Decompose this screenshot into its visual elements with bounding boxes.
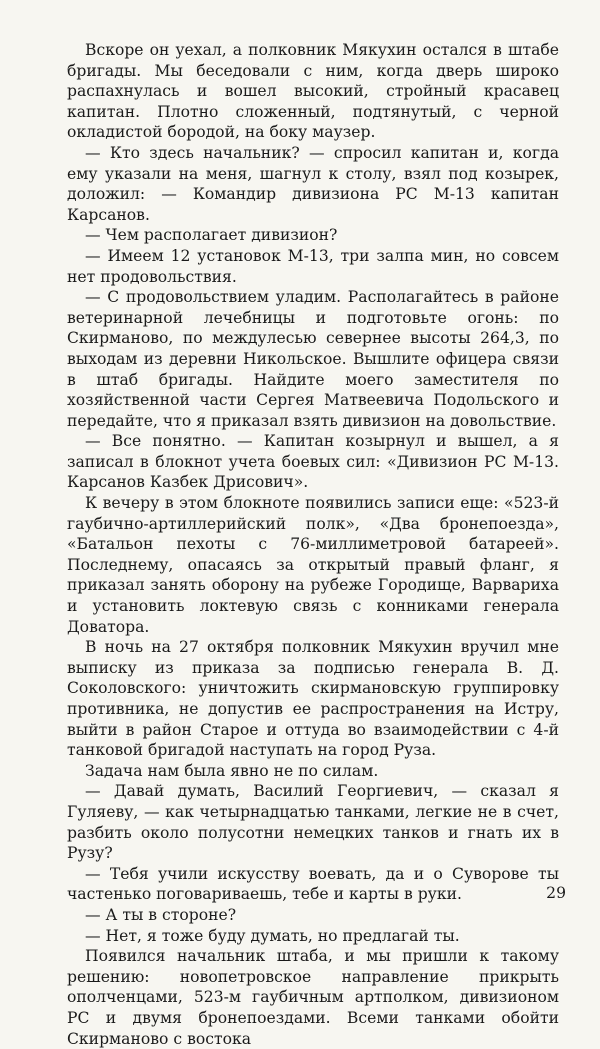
paragraph: — Чем располагает дивизион?: [85, 226, 338, 245]
paragraph: — Нет, я тоже буду думать, но предлагай ты.: [85, 926, 460, 945]
paragraph: Появился начальник штаба, и мы пришли к такому решению: новопетровское направление прикрыть ополченцами, 523-м гаубичным артполком, дивизионом РС и двумя бронепоездами. Всеми танками обойти Скирманово с востока: [67, 947, 559, 1048]
paragraph: В ночь на 27 октября полковник Мякухин вручил мне выписку из приказа за подписью генерала В. Д. Соколовского: уничтожить скирмановскую группировку противника, не допустив ее распространения на Истру, выйти в район Старое и оттуда во взаимодействии с 4-й танковой бригадой наступать на город Руза.: [67, 638, 559, 760]
page-number: 29: [546, 884, 566, 902]
paragraph: — С продовольствием уладим. Располагайтесь в районе ветеринарной лечебницы и подготовьте огонь: по Скирманово, по междулесью севернее высоты 264,3, по выходам из деревни Никольское. Вышлите офицера связи в штаб бригады. Найдите моего заместителя по хозяйственной части Сергея Матвеевича Подольского и передайте, что я приказал взять дивизион на довольствие.: [67, 288, 559, 430]
paragraph: — Все понятно. — Капитан козырнул и вышел, а я записал в блокнот учета боевых сил: «Дивизион РС М-13. Карсанов Казбек Дрисович».: [67, 432, 559, 492]
paragraph: — Имеем 12 установок М-13, три залпа мин, но совсем нет продовольствия.: [67, 246, 559, 286]
paragraph: Вскоре он уехал, а полковник Мякухин остался в штабе бригады. Мы беседовали с ним, когда дверь широко распахнулась и вошел высокий, стройный красавец капитан. Плотно сложенный, подтянутый, с черной окладистой бородой, на боку маузер.: [67, 41, 559, 142]
paragraph: — Давай думать, Василий Георгиевич, — сказал я Гуляеву, — как четырнадцатью танками, легкие не в счет, разбить около полусотни немецких танков и гнать их в Рузу?: [67, 782, 559, 863]
paragraph: — Кто здесь начальник? — спросил капитан и, когда ему указали на меня, шагнул к столу, взял под козырек, доложил: — Командир дивизиона РС М-13 капитан Карсанов.: [67, 143, 559, 224]
paragraph: — Тебя учили искусству воевать, да и о Суворове ты частенько поговариваешь, тебе и карты в руки.: [67, 864, 559, 904]
page-body: [67, 40, 559, 1049]
paragraph: Задача нам была явно не по силам.: [85, 761, 379, 780]
paragraph: К вечеру в этом блокноте появились записи еще: «523-й гаубично-артиллерийский полк», «Два бронепоезда», «Батальон пехоты с 76-миллиметровой батареей». Последнему, опасаясь за открытый правый фланг, я приказал занять оборону на рубеже Городище, Варвариха и установить локтевую связь с конниками генерала Доватора.: [67, 494, 559, 636]
paragraph: — А ты в стороне?: [85, 905, 237, 924]
